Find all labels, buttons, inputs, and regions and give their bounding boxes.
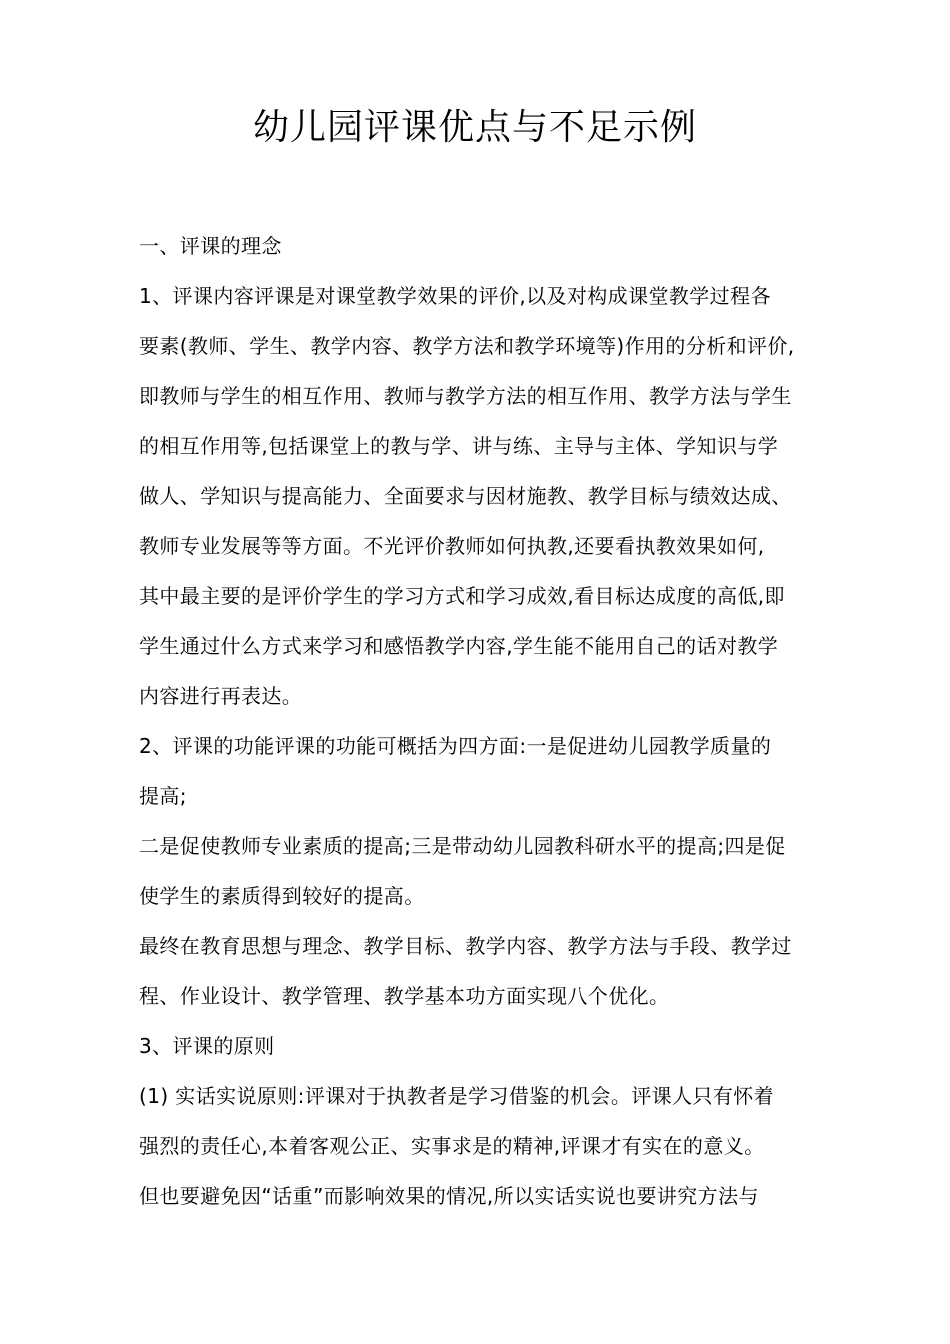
paragraph-line: 提高;: [139, 784, 187, 808]
paragraph-line: 强烈的责任心,本着客观公正、实事求是的精神,评课才有实在的意义。: [139, 1134, 765, 1158]
section-heading: 3、评课的原则: [139, 1034, 275, 1058]
paragraph-line: 2、评课的功能评课的功能可概括为四方面:一是促进幼儿园教学质量的: [139, 734, 772, 758]
paragraph-line: 要素(教师、学生、教学内容、教学方法和教学环境等)作用的分析和评价,: [139, 334, 795, 358]
paragraph-line: 使学生的素质得到较好的提高。: [139, 884, 425, 908]
paragraph-line: 内容进行再表达。: [139, 684, 303, 708]
paragraph-line: 做人、学知识与提高能力、全面要求与因材施教、教学目标与绩效达成、: [139, 484, 792, 508]
paragraph-line: 1、评课内容评课是对课堂教学效果的评价,以及对构成课堂教学过程各: [139, 284, 771, 308]
paragraph-line: 二是促使教师专业素质的提高;三是带动幼儿园教科研水平的提高;四是促: [139, 834, 786, 858]
paragraph-line: 最终在教育思想与理念、教学目标、教学内容、教学方法与手段、教学过: [139, 934, 792, 958]
paragraph-line: 程、作业设计、教学管理、教学基本功方面实现八个优化。: [139, 984, 670, 1008]
document-title: 幼儿园评课优点与不足示例: [252, 107, 697, 148]
section-heading: 一、评课的理念: [139, 234, 282, 258]
paragraph-line: 学生通过什么方式来学习和感悟教学内容,学生能不能用自己的话对教学: [139, 634, 779, 658]
paragraph-line: 的相互作用等,包括课堂上的教与学、讲与练、主导与主体、学知识与学: [139, 434, 779, 458]
paragraph-line: 教师专业发展等等方面。不光评价教师如何执教,还要看执教效果如何,: [139, 534, 765, 558]
paragraph-line: 但也要避免因“话重”而影响效果的情况,所以实话实说也要讲究方法与: [139, 1184, 759, 1208]
paragraph-line: 即教师与学生的相互作用、教师与教学方法的相互作用、教学方法与学生: [139, 384, 792, 408]
paragraph-line: (1) 实话实说原则:评课对于执教者是学习借鉴的机会。评课人只有怀着: [139, 1084, 775, 1108]
paragraph-line: 其中最主要的是评价学生的学习方式和学习成效,看目标达成度的高低,即: [139, 584, 785, 608]
